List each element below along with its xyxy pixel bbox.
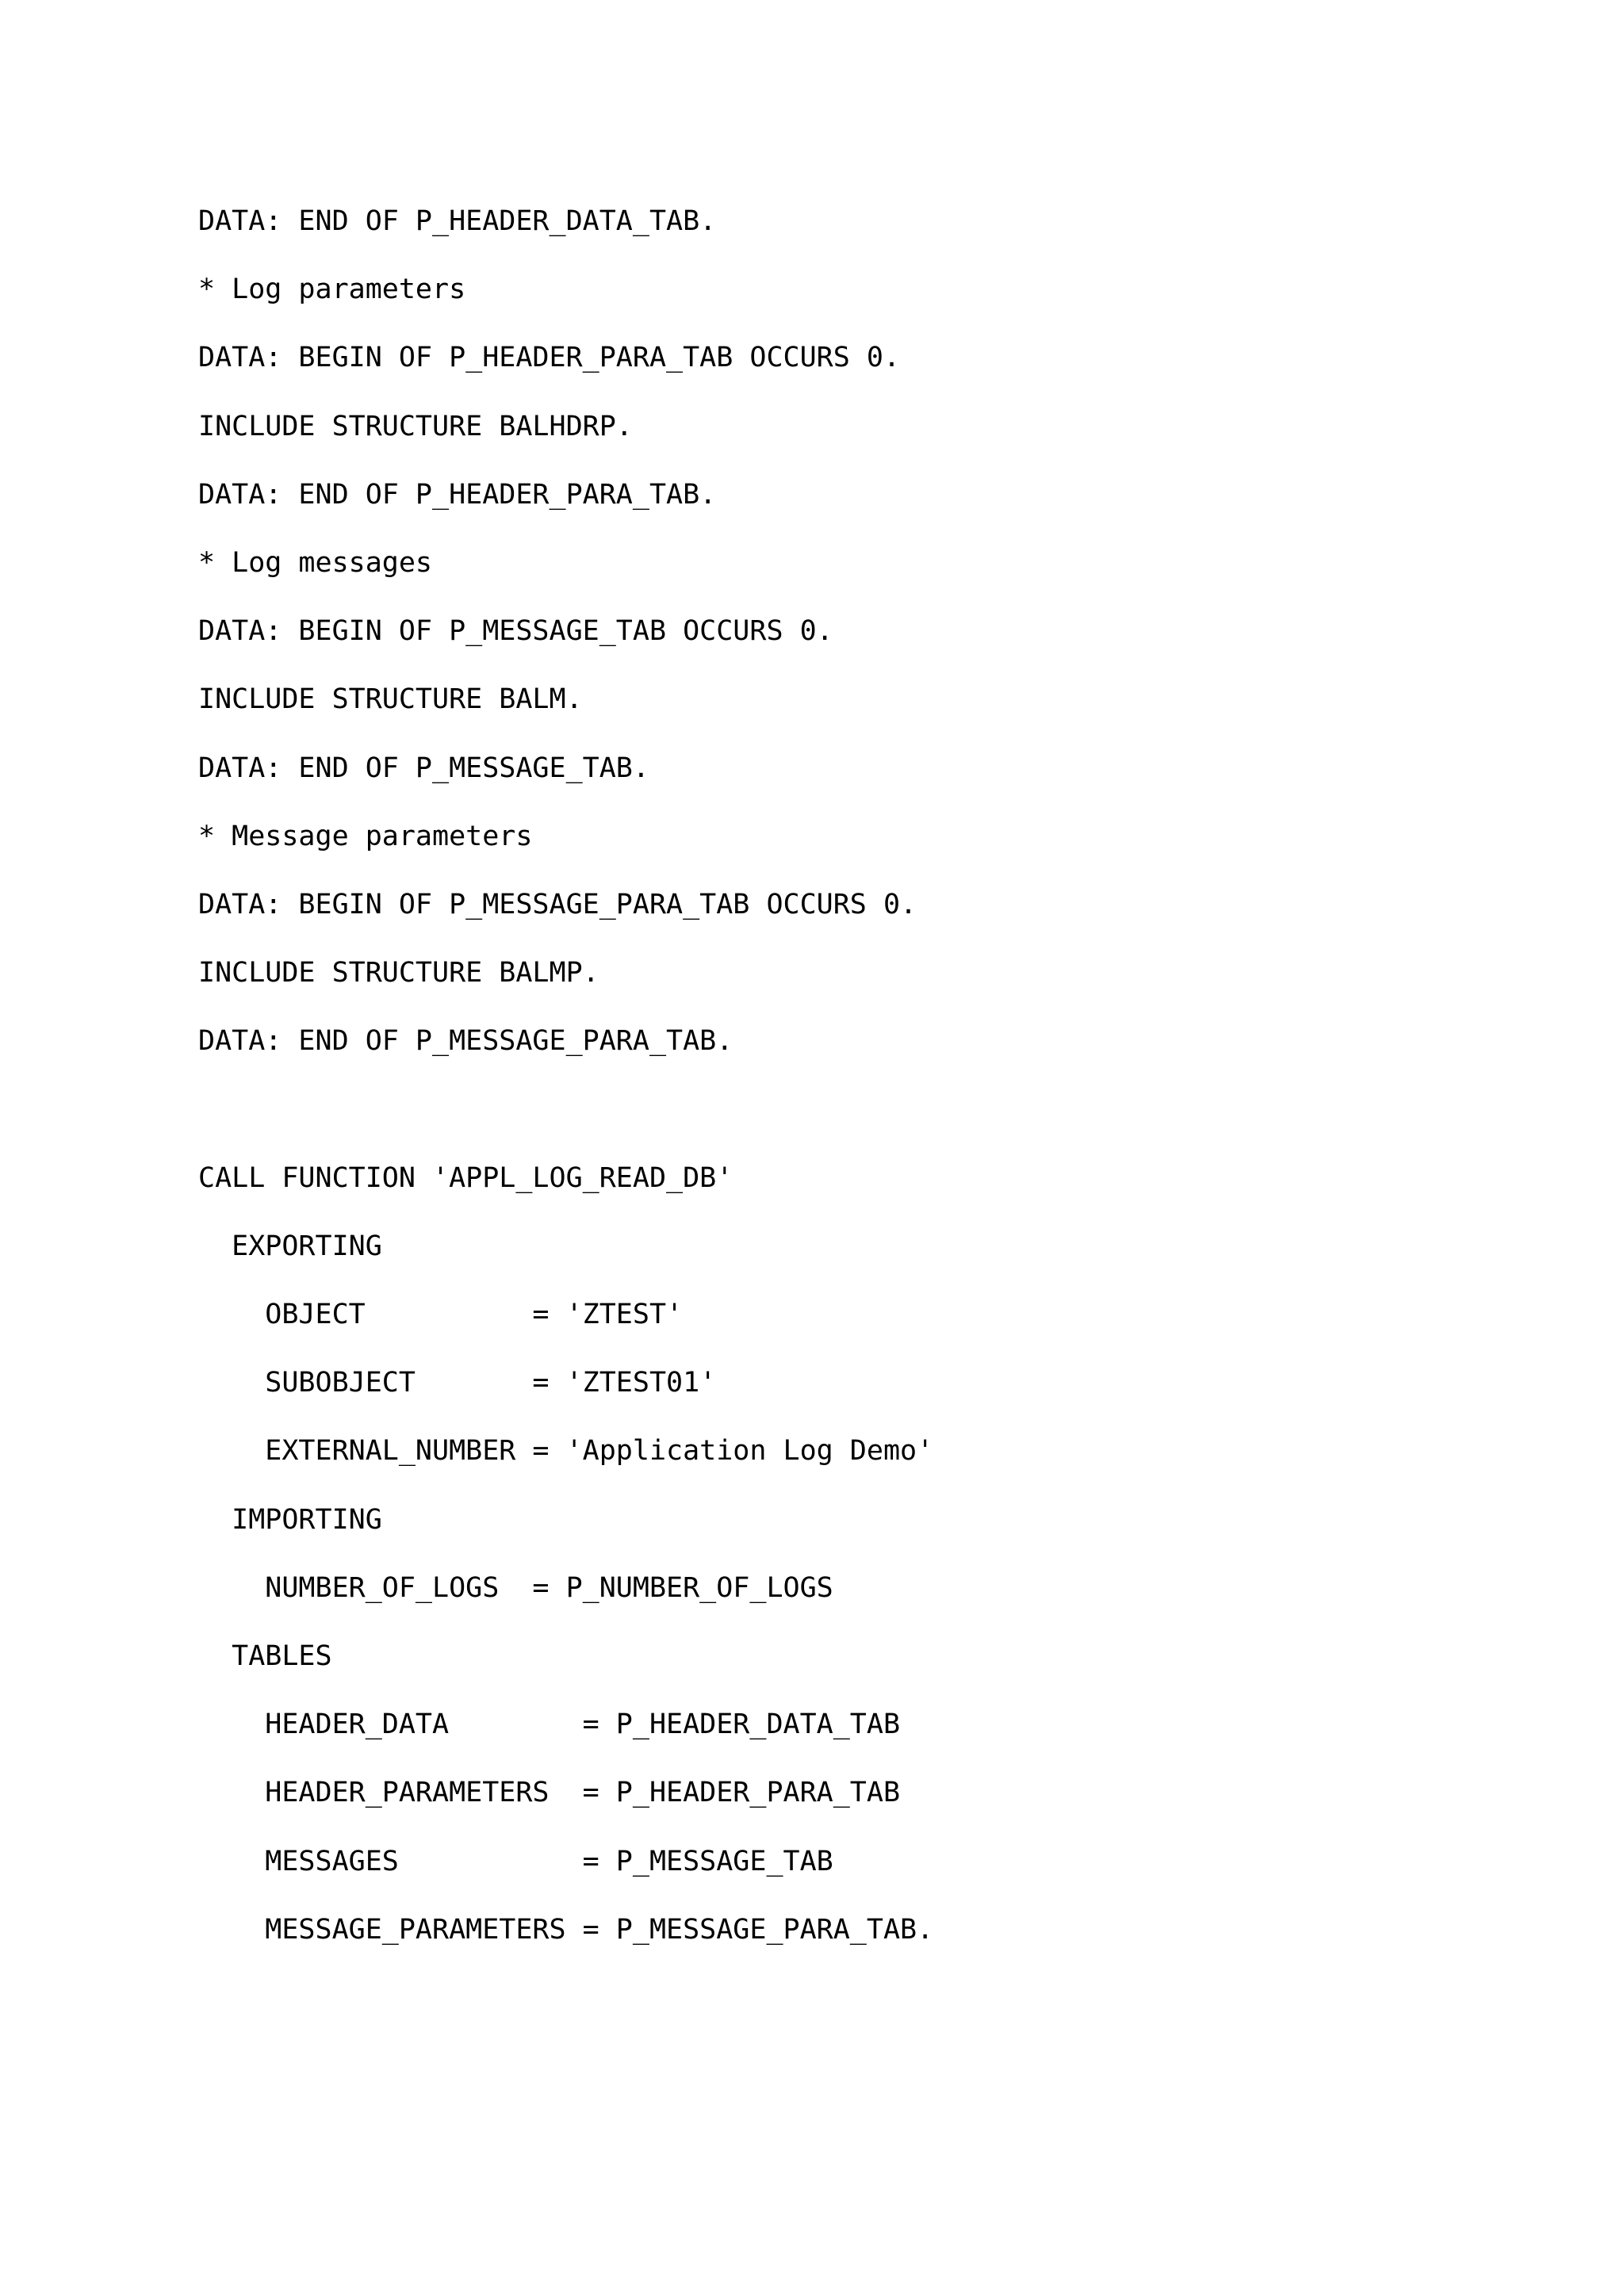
code-line: INCLUDE STRUCTURE BALM. [198,683,583,716]
code-line: IMPORTING [198,1503,382,1536]
code-line: DATA: END OF P_HEADER_PARA_TAB. [198,478,717,511]
code-line: OBJECT = 'ZTEST' [198,1299,684,1330]
code-line: NUMBER_OF_LOGS = P_NUMBER_OF_LOGS [198,1571,833,1604]
code-line: SUBOBJECT = 'ZTEST01' [198,1367,717,1399]
code-comment: * Log messages [198,546,433,579]
code-listing [198,201,933,1978]
code-line: MESSAGES = P_MESSAGE_TAB [198,1845,833,1877]
code-line: CALL FUNCTION 'APPL_LOG_READ_DB' [198,1161,733,1194]
blank-line [198,1089,933,1158]
code-line: INCLUDE STRUCTURE BALHDRP. [198,410,633,442]
code-line: EXTERNAL_NUMBER = 'Application Log Demo' [198,1435,934,1468]
code-line: DATA: END OF P_MESSAGE_TAB. [198,752,649,784]
code-line: HEADER_PARAMETERS = P_HEADER_PARA_TAB [198,1777,901,1809]
code-line: INCLUDE STRUCTURE BALMP. [198,957,599,989]
code-comment: * Message parameters [198,820,533,852]
code-comment: * Log parameters [198,274,466,306]
code-line: DATA: BEGIN OF P_MESSAGE_PARA_TAB OCCURS 0. [198,888,917,920]
code-line: DATA: END OF P_HEADER_DATA_TAB. [198,205,717,237]
code-line: TABLES [198,1640,332,1672]
code-line: DATA: BEGIN OF P_HEADER_PARA_TAB OCCURS 0. [198,342,901,374]
code-line: DATA: BEGIN OF P_MESSAGE_TAB OCCURS 0. [198,615,833,648]
code-line: DATA: END OF P_MESSAGE_PARA_TAB. [198,1025,733,1058]
code-line: EXPORTING [198,1230,382,1262]
code-line: HEADER_DATA = P_HEADER_DATA_TAB [198,1709,901,1741]
code-line: MESSAGE_PARAMETERS = P_MESSAGE_PARA_TAB. [198,1913,934,1946]
